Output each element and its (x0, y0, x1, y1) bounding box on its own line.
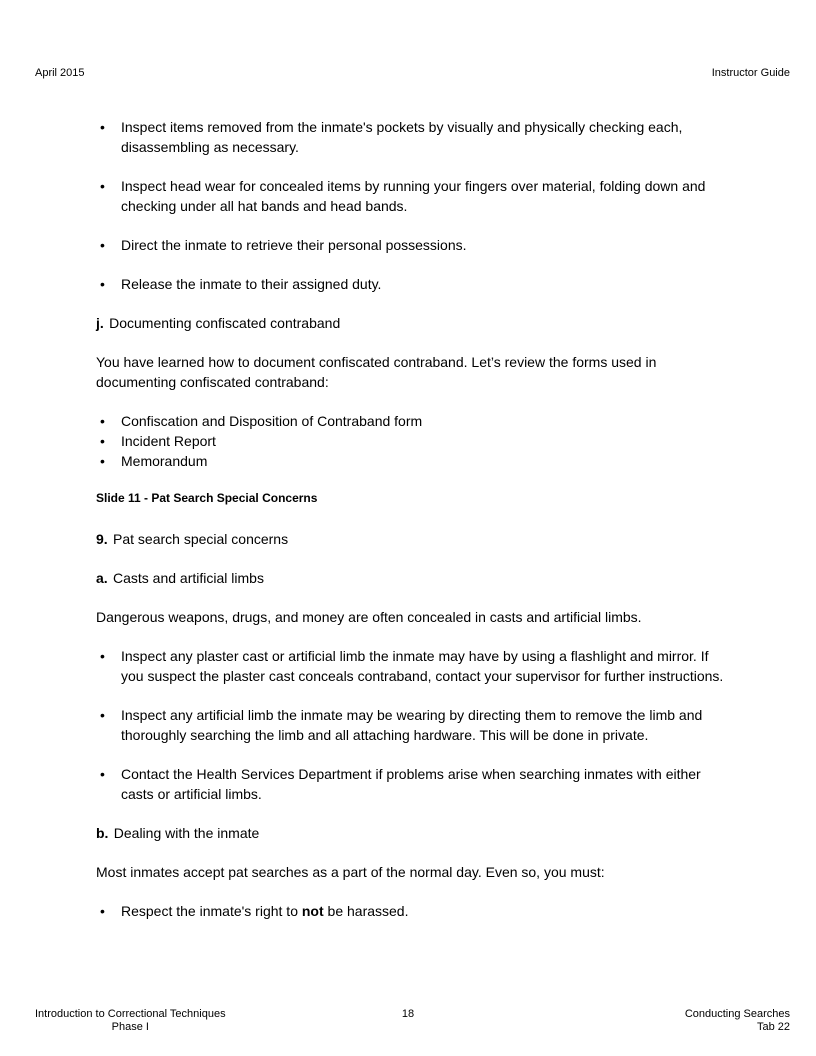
list-item: • Release the inmate to their assigned duty. (96, 274, 728, 294)
section-heading-j (96, 313, 728, 333)
paragraph-most-inmates: Most inmates accept pat searches as a part of the normal day. Even so, you must: (96, 864, 605, 880)
paragraph-dangerous-weapons: Dangerous weapons, drugs, and money are often concealed in casts and artificial limbs. (96, 609, 642, 625)
heading-text: Casts and artificial limbs (113, 570, 264, 586)
text-segment: Respect the inmate's right to (121, 903, 302, 919)
list-item: • Inspect head wear for concealed items by running your fingers over material, folding down and checking under all hat bands and head bands. (96, 176, 728, 216)
list-item: • Incident Report (96, 431, 728, 451)
bullet-list-casts (96, 646, 728, 804)
page-content (96, 117, 728, 940)
heading-text: Pat search special concerns (113, 531, 289, 547)
heading-text: Dealing with the inmate (113, 825, 260, 841)
header-date: April 2015 (35, 67, 85, 79)
list-item: • Memorandum (96, 451, 728, 471)
heading-letter: b. (96, 825, 109, 841)
heading-text: Documenting confiscated contraband (109, 315, 341, 331)
list-item: • Inspect items removed from the inmate's pockets by visually and physically checking each, disassembling as necessary. (96, 117, 728, 157)
page-footer (0, 1008, 816, 1036)
footer-section-line1: Conducting Searches (684, 1008, 790, 1020)
list-item: • Confiscation and Disposition of Contraband form (96, 411, 728, 431)
list-item: • Direct the inmate to retrieve their personal possessions. (96, 235, 728, 255)
heading-number: 9. (96, 531, 108, 547)
list-item (96, 901, 728, 921)
footer-course-line1: Introduction to Correctional Techniques (35, 1008, 226, 1020)
bullet-list-search-steps (96, 117, 728, 294)
slide-heading: Slide 11 - Pat Search Special Concerns (96, 491, 318, 505)
bullet-list-respect (96, 901, 728, 921)
text-segment: be harassed. (323, 903, 409, 919)
list-item: • Inspect any artificial limb the inmate may be wearing by directing them to remove the limb and thoroughly searching the limb and all attaching hardware. This will be done in private. (96, 705, 728, 745)
section-heading-9 (96, 529, 728, 549)
section-heading-b (96, 823, 728, 843)
paragraph-review-forms: You have learned how to document confiscated contraband. Let’s review the forms used in documenting confiscated contraband: (96, 354, 657, 390)
heading-letter: j. (96, 315, 104, 331)
bullet-list-forms (96, 411, 728, 471)
footer-section (685, 1008, 790, 1034)
list-item: • Contact the Health Services Department if problems arise when searching inmates with either casts or artificial limbs. (96, 764, 728, 804)
list-item: • Inspect any plaster cast or artificial limb the inmate may have by using a flashlight and mirror. If you suspect the plaster cast conceals contraband, contact your supervisor for further instructions. (96, 646, 728, 686)
section-heading-a (96, 568, 728, 588)
page-number: 18 (401, 1008, 415, 1020)
heading-letter: a. (96, 570, 108, 586)
header-doc-type: Instructor Guide (711, 67, 790, 79)
bold-text: not (301, 903, 324, 919)
footer-course-line2: Phase I (111, 1021, 149, 1033)
footer-section-line2: Tab 22 (756, 1021, 790, 1033)
page-header (35, 67, 790, 80)
